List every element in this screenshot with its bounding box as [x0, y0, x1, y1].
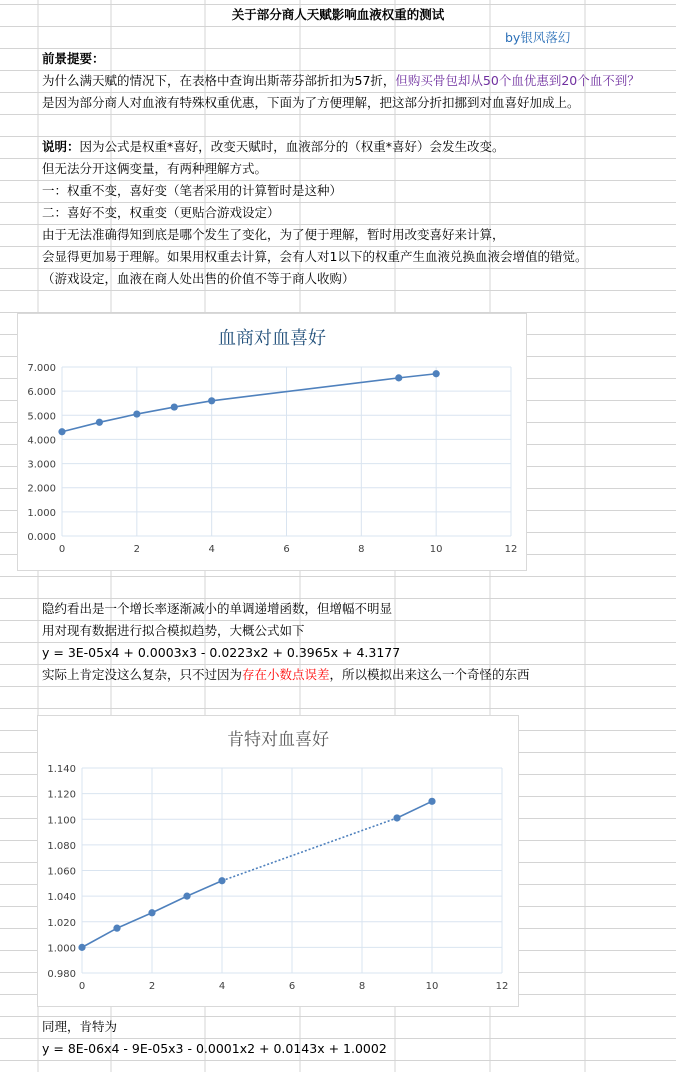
y-tick-label: 1.140 — [47, 764, 76, 775]
data-point — [96, 419, 103, 426]
x-tick-label: 6 — [288, 981, 296, 992]
x-tick-label: 0 — [78, 981, 86, 992]
data-point — [78, 944, 85, 951]
note-line-5: 由于无法准确得知到底是哪个发生了变化，为了便于理解，暂时用改变喜好来计算， — [42, 227, 505, 242]
x-tick-label: 10 — [425, 981, 439, 992]
preface-line-1-text: 为什么满天赋的情况下，在表格中查询出斯蒂芬部折扣为57折， — [42, 73, 396, 88]
data-point — [148, 909, 155, 916]
note-heading: 说明： — [42, 139, 80, 154]
data-point — [393, 814, 400, 821]
note-line-3: 一：权重不变，喜好变（笔者采用的计算暂时是这种） — [42, 183, 343, 198]
analysis-line-3-text-end: ，所以模拟出来这么一个奇怪的东西 — [329, 667, 530, 682]
author-credit: by银风落幻 — [505, 30, 571, 45]
y-tick-label: 1.100 — [47, 815, 76, 827]
series-segment — [399, 374, 436, 378]
data-point — [395, 374, 402, 381]
x-tick-label: 8 — [358, 544, 365, 555]
data-point — [171, 403, 178, 410]
note-line-4: 二：喜好不变，权重变（更贴合游戏设定） — [42, 205, 280, 220]
y-tick-label: 4.000 — [27, 435, 56, 447]
analysis-line-3-text: 实际上肯定没这么复杂，只不过因为 — [42, 667, 243, 682]
formula-1: y = 3E-05x4 + 0.0003x3 - 0.0223x2 + 0.3965x + 4.3177 — [42, 645, 401, 660]
y-tick-label: 7.000 — [27, 363, 56, 374]
y-tick-label: 1.020 — [47, 917, 76, 929]
chart-svg — [38, 716, 518, 1006]
y-tick-label: 2.000 — [27, 483, 56, 495]
data-point — [433, 370, 440, 377]
y-tick-label: 0.000 — [27, 532, 56, 543]
x-tick-label: 6 — [283, 544, 290, 555]
y-tick-label: 1.060 — [47, 866, 76, 878]
x-tick-label: 4 — [218, 981, 226, 992]
y-tick-label: 1.080 — [47, 840, 76, 852]
y-tick-label: 1.000 — [27, 507, 56, 519]
chart-svg — [18, 314, 526, 570]
note-line-1 — [42, 136, 505, 158]
x-tick-label: 12 — [504, 544, 518, 555]
data-point — [208, 397, 215, 404]
data-point — [133, 410, 140, 417]
series-segment — [82, 928, 117, 947]
data-point — [218, 877, 225, 884]
series-segment — [174, 401, 211, 407]
sheet-title: 关于部分商人天赋影响血液权重的测试 — [231, 7, 445, 22]
series-segment-dotted — [222, 818, 397, 881]
series-segment — [152, 896, 187, 913]
x-tick-label: 0 — [58, 544, 66, 555]
chart-title: 血商对血喜好 — [218, 328, 326, 349]
preface-heading: 前景提要： — [42, 51, 105, 66]
y-tick-label: 1.120 — [47, 789, 76, 801]
note-line-2: 但无法分开这俩变量，有两种理解方式。 — [42, 161, 268, 176]
data-point — [58, 428, 65, 435]
note-line-1-text: 因为公式是权重*喜好，改变天赋时，血液部分的（权重*喜好）会发生改变。 — [79, 139, 505, 154]
series-segment — [212, 378, 399, 401]
x-tick-label: 4 — [208, 544, 215, 555]
y-tick-label: 3.000 — [27, 459, 56, 471]
analysis-line-1: 隐约看出是一个增长率逐渐减小的单调递增函数，但增幅不明显 — [42, 601, 393, 616]
series-segment — [397, 801, 432, 818]
chart-blood-merchant[interactable] — [17, 313, 527, 571]
analysis-line-3-highlight: 存在小数点误差 — [242, 667, 330, 682]
y-tick-label: 1.000 — [47, 943, 76, 955]
data-point — [113, 925, 120, 932]
formula-2: y = 8E-06x4 - 9E-05x3 - 0.0001x2 + 0.0143x + 1.0002 — [42, 1041, 387, 1056]
y-tick-label: 1.040 — [47, 892, 76, 904]
x-tick-label: 8 — [358, 981, 366, 992]
chart-kent[interactable] — [37, 715, 519, 1007]
note-line-7: （游戏设定，血液在商人处出售的价值不等于商人收购） — [42, 271, 355, 286]
series-segment — [62, 422, 99, 431]
analysis-line-2: 用对现有数据进行拟合模拟趋势，大概公式如下 — [42, 623, 305, 638]
preface-line-2: 是因为部分商人对血液有特殊权重优惠，下面为了方便理解，把这部分折扣挪到对血喜好加成上。 — [42, 95, 580, 110]
data-point — [183, 893, 190, 900]
y-tick-label: 6.000 — [27, 387, 56, 399]
note-line-6: 会显得更加易于理解。如果用权重去计算，会有人对1以下的权重产生血液兑换血液会增值的错觉。 — [42, 249, 588, 264]
data-point — [428, 798, 435, 805]
series-segment — [137, 407, 174, 414]
x-tick-label: 2 — [133, 544, 141, 555]
preface-line-1 — [42, 70, 640, 92]
y-tick-label: 5.000 — [27, 411, 56, 423]
x-tick-label: 10 — [429, 544, 443, 555]
y-tick-label: 0.980 — [47, 969, 76, 980]
analysis-line-3 — [42, 664, 530, 686]
conclusion-line: 同理，肯特为 — [42, 1019, 118, 1034]
x-tick-label: 2 — [148, 981, 156, 992]
preface-line-1-highlight: 但购买骨包却从50个血优惠到20个血不到？ — [395, 73, 640, 88]
chart-title: 肯特对血喜好 — [227, 730, 329, 750]
x-tick-label: 12 — [495, 981, 509, 992]
series-segment — [187, 881, 222, 896]
series-segment — [117, 913, 152, 928]
